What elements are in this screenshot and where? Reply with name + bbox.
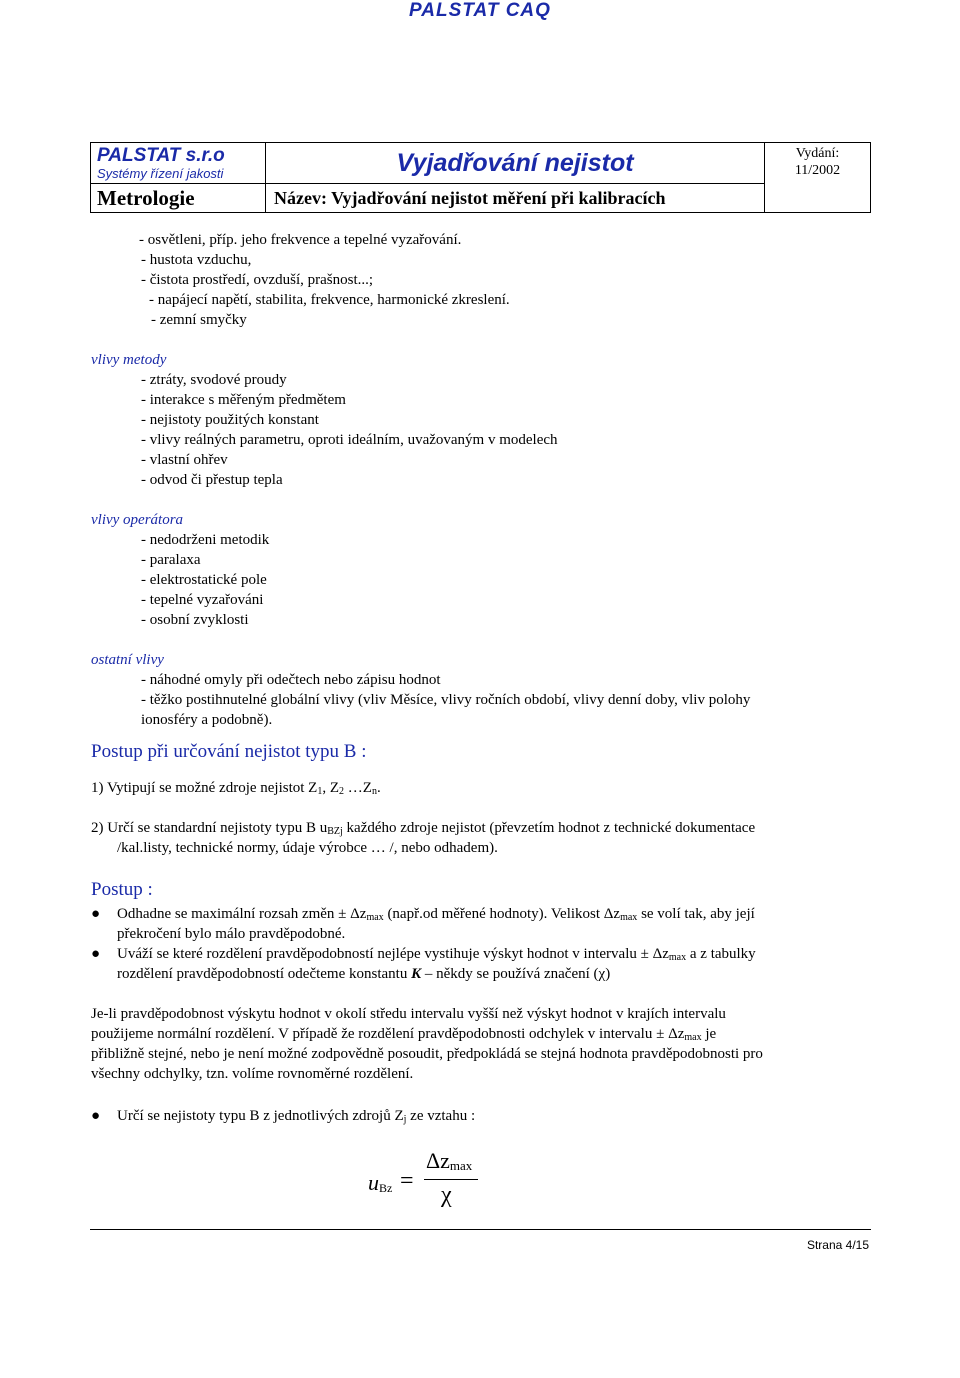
page-label: Strana <box>806 1238 846 1252</box>
list-item: - nedodrženi metodik <box>141 532 270 548</box>
procedure-bullet-1 <box>91 904 871 944</box>
bullet-text: Odhadne se maximální rozsah změn ± Δz <box>117 906 367 922</box>
bullet-text: ze vztahu : <box>406 1108 476 1124</box>
paragraph-line: všechny odchylky, tzn. volíme rovnoměrné rozdělení. <box>91 1066 414 1082</box>
list-item: - elektrostatické pole <box>141 572 267 588</box>
paragraph-line: je <box>701 1026 717 1042</box>
subscript: n <box>371 786 377 797</box>
document-title: Vyjadřování nejistot <box>266 143 765 184</box>
company-logo <box>91 143 266 184</box>
operator-list <box>91 530 871 630</box>
subscript: 2 <box>339 786 345 797</box>
bullet-icon: ● <box>91 946 101 962</box>
other-list <box>91 670 871 730</box>
formula-num: Δz <box>426 1148 450 1173</box>
list-item: - tepelné vyzařováni <box>141 592 264 608</box>
bullet-text: překročení bylo málo pravděpodobné. <box>117 926 346 942</box>
logo-main: PALSTAT s.r.o <box>97 144 225 166</box>
formula-num-sub: max <box>449 1158 473 1173</box>
subscript: max <box>620 912 638 923</box>
section-name: Metrologie <box>91 184 266 213</box>
subscript: max <box>668 952 687 963</box>
bullet-icon: ● <box>91 1108 101 1124</box>
list-item: - vlastní ohřev <box>141 452 228 468</box>
list-item: - paralaxa <box>141 552 201 568</box>
list-item: - interakce s měřeným předmětem <box>141 392 346 408</box>
subscript: max <box>366 912 384 923</box>
subscript: max <box>684 1032 702 1043</box>
step-2-text: 2) Určí se standardní nejistoty typu B u <box>91 820 328 836</box>
step-2-text: každého zdroje nejistot (převzetím hodnot z technické dokumentace <box>342 820 756 836</box>
list-item: - čistota prostředí, ovzduší, prašnost...; <box>141 272 374 288</box>
step-2-continuation: /kal.listy, technické normy, údaje výrobce … /, nebo odhadem). <box>117 840 498 856</box>
formula-equals: = <box>400 1168 414 1194</box>
formula <box>368 1148 488 1218</box>
bullet-text: – někdy se používá značení <box>421 966 594 982</box>
step-2 <box>91 818 871 838</box>
subscript: 1 <box>317 786 323 797</box>
paragraph-line: Je-li pravděpodobnost výskytu hodnot v okolí středu intervalu vyšší než výskyt hodnot v krajích intervalu <box>91 1006 726 1022</box>
bullet-icon: ● <box>91 906 101 922</box>
method-heading: vlivy metody <box>91 352 167 368</box>
formula-u: u <box>368 1170 379 1195</box>
procedure-heading: Postup : <box>91 879 153 900</box>
formula-lhs <box>368 1170 392 1196</box>
edition-cell <box>765 143 871 213</box>
paragraph-line: přibližně stejné, nebo je není možné zodpovědně posoudit, předpokládá se stejná hodnota pravděpodobnosti pro <box>91 1046 763 1062</box>
page-number: 4/15 <box>845 1238 869 1252</box>
bullet-text: a z tabulky <box>686 946 756 962</box>
operator-heading: vlivy operátora <box>91 512 184 528</box>
bullet-text: Určí se nejistoty typu B z jednotlivých zdrojů Z <box>117 1108 404 1124</box>
fraction-bar <box>424 1179 478 1180</box>
list-item: - vlivy reálných parametru, oproti ideálním, uvažovaným v modelech <box>141 432 558 448</box>
list-item: - ztráty, svodové proudy <box>141 372 287 388</box>
page-footer <box>700 1238 869 1252</box>
bullet-text: rozdělení pravděpodobností odečteme konstantu <box>117 966 412 982</box>
bullet-text: Uváží se které rozdělení pravděpodobností nejlépe vystihuje výskyt hodnot v intervalu ± Δz <box>117 946 669 962</box>
bullet-text: se volí tak, aby její <box>637 906 755 922</box>
page-content <box>91 230 871 1126</box>
environment-list <box>91 230 871 330</box>
procedure-bullet-2 <box>91 944 871 984</box>
step-1 <box>91 778 871 798</box>
subscript: BZj <box>327 826 343 837</box>
list-item: - osobní zvyklosti <box>141 612 249 628</box>
step-1-text: , Z <box>322 780 340 796</box>
list-item: - nejistoty použitých konstant <box>141 412 319 428</box>
edition-label: Vydání: <box>795 146 840 161</box>
document-name: Název: Vyjadřování nejistot měření při kalibracích <box>266 184 765 213</box>
logo-subtitle: Systémy řízení jakosti <box>97 165 224 181</box>
step-1-text: . <box>376 780 381 796</box>
step-1-text: 1) Vytipují se možné zdroje nejistot Z <box>91 780 318 796</box>
list-item: - napájecí napětí, stabilita, frekvence, harmonické zkreslení. <box>149 292 510 308</box>
other-heading: ostatní vlivy <box>91 652 164 668</box>
subscript: j <box>403 1114 407 1125</box>
formula-numerator <box>426 1148 472 1174</box>
edition-value: 11/2002 <box>794 163 841 178</box>
type-b-heading: Postup při určování nejistot typu B : <box>91 741 367 762</box>
formula-lhs-sub: Bz <box>379 1181 393 1195</box>
footer-divider <box>90 1229 871 1230</box>
last-bullet <box>91 1106 871 1126</box>
top-brand: PALSTAT CAQ <box>409 0 551 21</box>
chi-symbol: (χ) <box>593 966 611 982</box>
list-item: - zemní smyčky <box>151 312 247 328</box>
list-item: - těžko postihnutelné globální vlivy (vliv Měsíce, vlivy ročních období, vlivy denní doby, vliv polohy <box>141 692 751 708</box>
bullet-text: (např.od měřené hodnoty). Velikost Δz <box>383 906 621 922</box>
distribution-paragraph <box>91 1004 871 1084</box>
constant-k: K <box>411 966 422 982</box>
step-1-text: …Z <box>344 780 372 796</box>
paragraph-line: použijeme normální rozdělení. V případě že rozdělení pravděpodobnosti odchylek v intervalu ± Δz <box>91 1026 685 1042</box>
list-item-continuation: ionosféry a podobně). <box>141 712 273 728</box>
list-item: - náhodné omyly při odečtech nebo zápisu hodnot <box>141 672 441 688</box>
list-item: - hustota vzduchu, <box>141 252 252 268</box>
method-list <box>91 370 871 490</box>
list-item: - odvod či přestup tepla <box>141 472 283 488</box>
formula-denominator: χ <box>441 1182 452 1208</box>
document-header <box>90 142 871 212</box>
list-item: - osvětleni, příp. jeho frekvence a tepelné vyzařování. <box>139 232 462 248</box>
